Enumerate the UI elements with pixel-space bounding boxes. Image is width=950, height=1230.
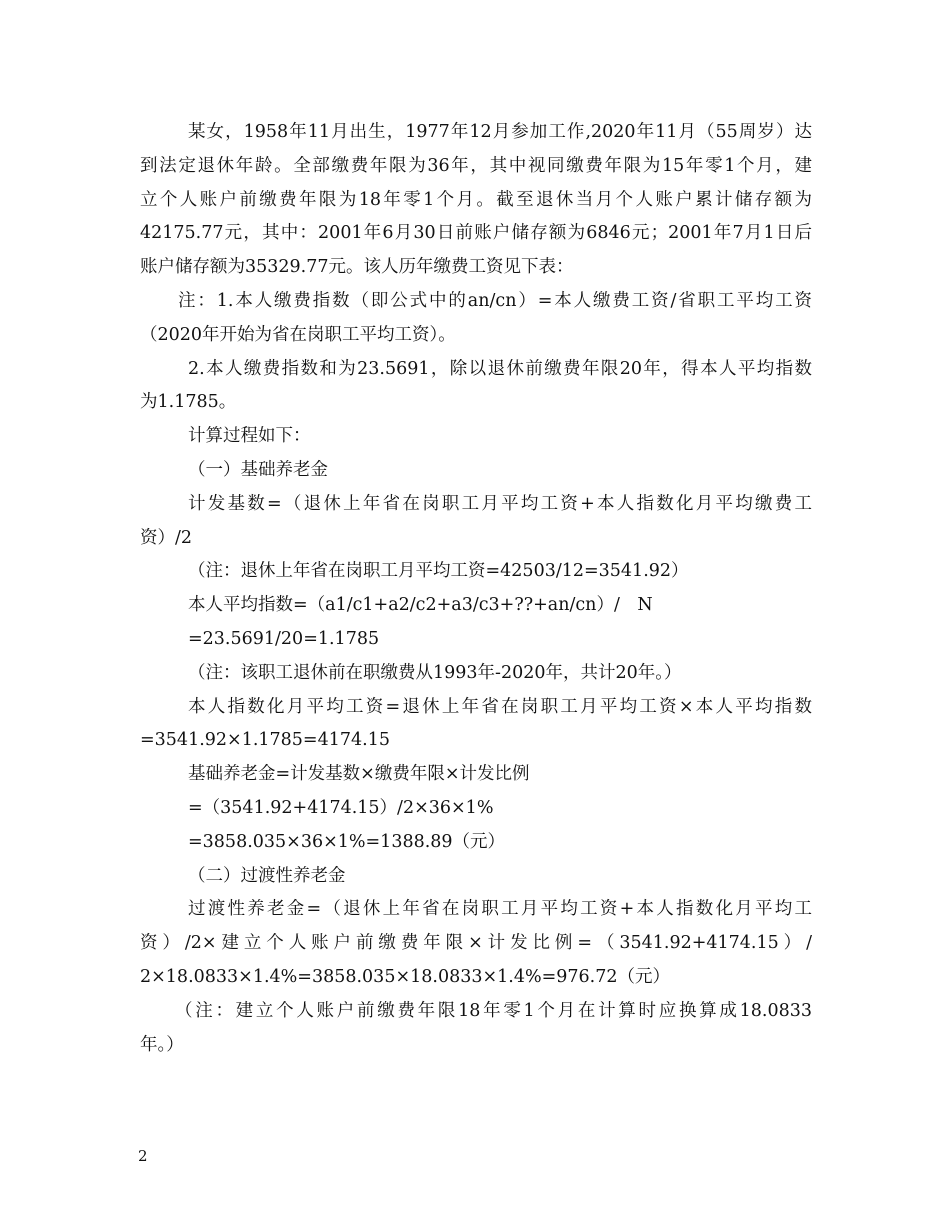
text-line-19: =3541.92×1.1785=4174.15	[140, 730, 390, 751]
text-line-21: =（3541.92+4174.15）/2×36×1%	[188, 797, 494, 818]
text-line-22: =3858.035×36×1%=1388.89（元）	[188, 831, 506, 852]
section-heading-basic-pension: （一）基础养老金	[188, 459, 328, 480]
text-line-27: （注：建立个人账户前缴费年限18年零1个月在计算时应换算成18.0833	[175, 1000, 812, 1021]
text-line-12: 计发基数=（退休上年省在岗职工月平均工资+本人指数化月平均缴费工	[188, 493, 812, 514]
text-line-05: 账户储存额为35329.77元。该人历年缴费工资见下表：	[140, 257, 574, 278]
text-line-13: 资）/2	[140, 527, 193, 548]
text-line-03: 立个人账户前缴费年限为18年零1个月。截至退休当月个人账户累计储存额为	[140, 189, 812, 210]
section-heading-transition-pension: （二）过渡性养老金	[188, 865, 346, 886]
text-line-16: =23.5691/20=1.1785	[188, 628, 380, 649]
text-line-25: 资）/2×建立个人账户前缴费年限×计发比例=（3541.92+4174.15）/	[140, 933, 812, 954]
text-line-09: 为1.1785。	[140, 392, 237, 413]
text-line-04: 42175.77元，其中：2001年6月30日前账户储存额为6846元；2001年7月1日后	[140, 223, 812, 244]
text-line-02: 到法定退休年龄。全部缴费年限为36年，其中视同缴费年限为15年零1个月，建	[140, 155, 812, 176]
text-line-24: 过渡性养老金=（退休上年省在岗职工月平均工资+本人指数化月平均工	[188, 899, 812, 920]
text-line-14: （注：退休上年省在岗职工月平均工资=42503/12=3541.92）	[188, 561, 689, 582]
text-line-15: 本人平均指数=（a1/c1+a2/c2+a3/c3+??+an/cn）/ N	[188, 595, 653, 616]
document-body	[140, 116, 812, 1062]
text-line-08: 2.本人缴费指数和为23.5691，除以退休前缴费年限20年，得本人平均指数	[188, 358, 812, 379]
text-line-26: 2×18.0833×1.4%=3858.035×18.0833×1.4%=976.72（元）	[140, 966, 670, 987]
text-line-28: 年。）	[140, 1034, 184, 1055]
text-line-07: （2020年开始为省在岗职工平均工资）。	[140, 324, 456, 345]
text-line-18: 本人指数化月平均工资=退休上年省在岗职工月平均工资×本人平均指数	[188, 696, 812, 717]
text-line-01: 某女，1958年11月出生，1977年12月参加工作,2020年11月（55周岁）达	[188, 122, 812, 142]
page-number: 2	[138, 1147, 148, 1165]
text-line-06: 注：1.本人缴费指数（即公式中的an/cn）=本人缴费工资/省职工平均工资	[178, 290, 812, 311]
text-line-17: （注：该职工退休前在职缴费从1993年-2020年，共计20年。）	[188, 662, 682, 683]
text-line-20: 基础养老金=计发基数×缴费年限×计发比例	[188, 764, 530, 785]
text-line-10: 计算过程如下：	[188, 426, 311, 447]
